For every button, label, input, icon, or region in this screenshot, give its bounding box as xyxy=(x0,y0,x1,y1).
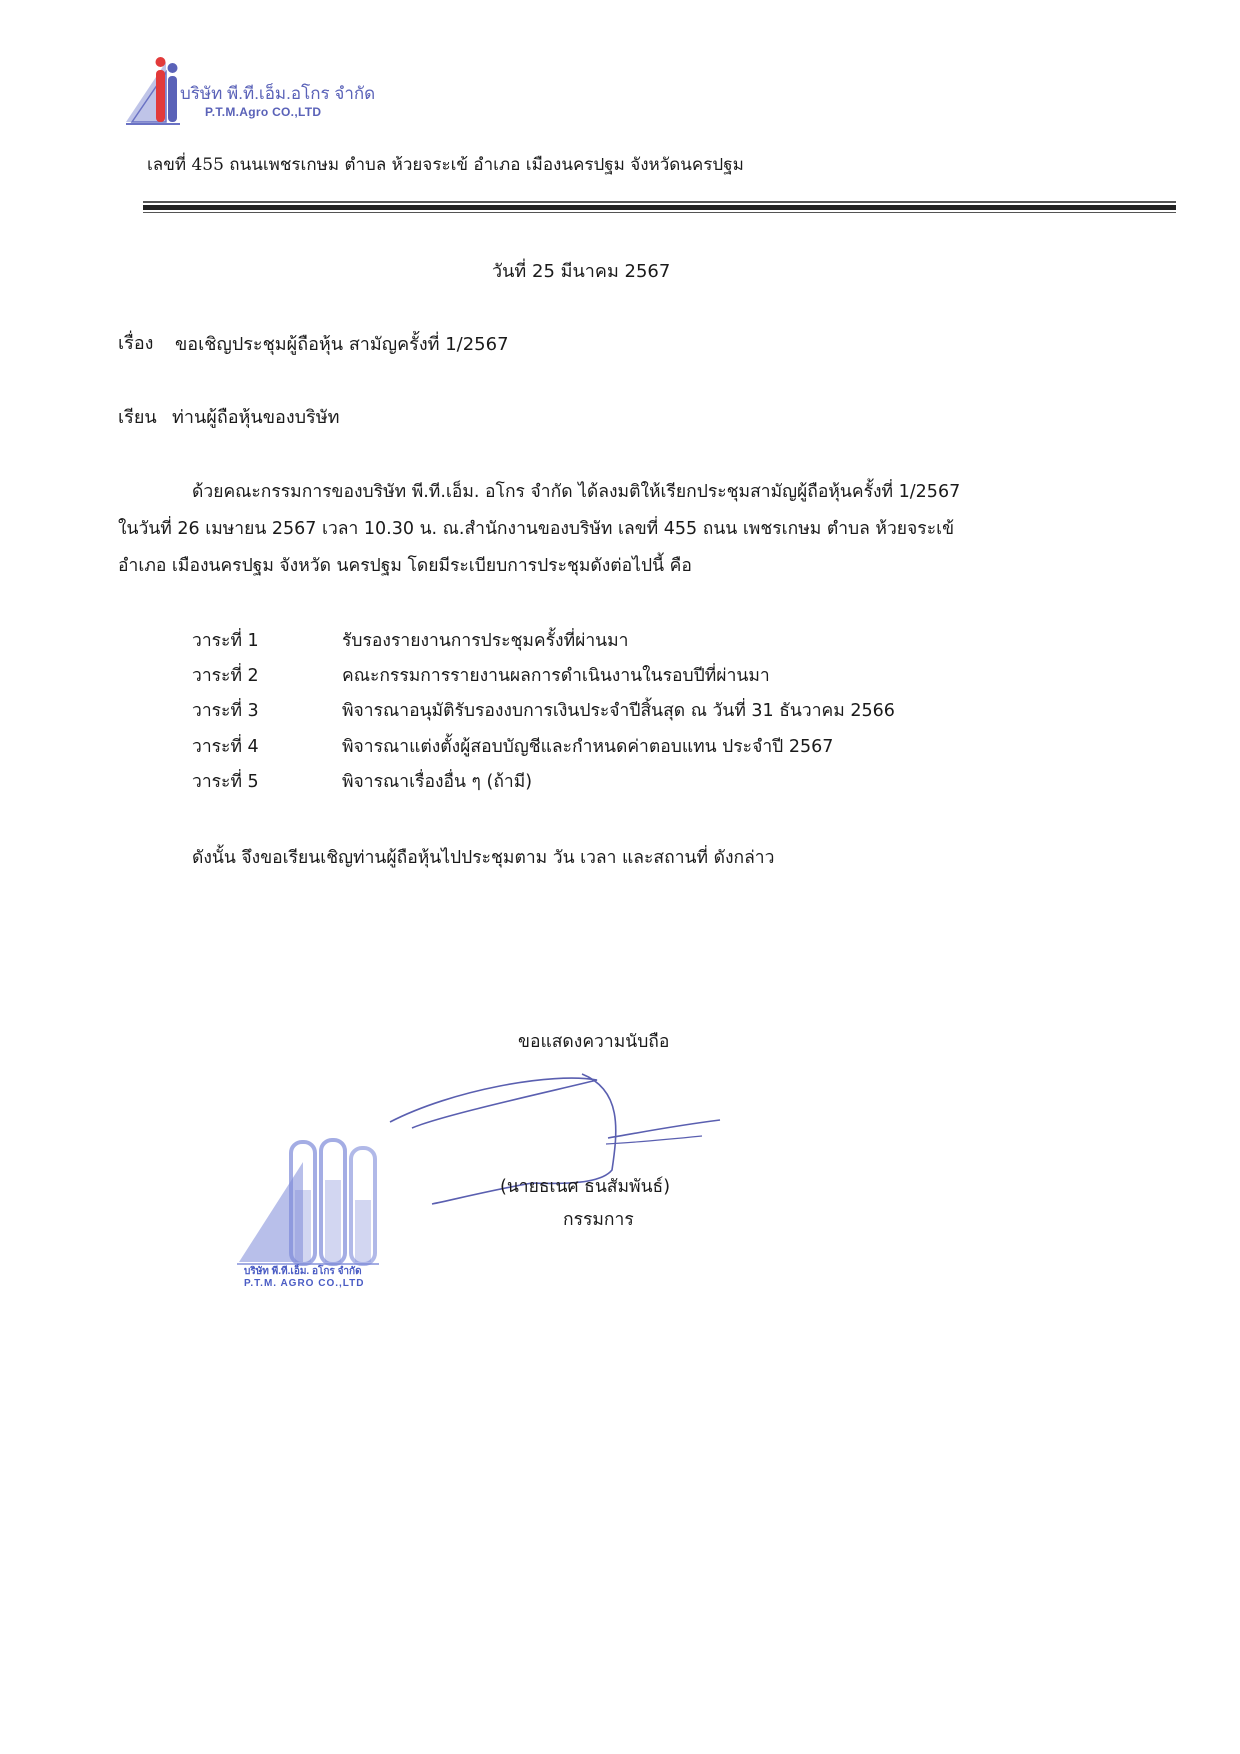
agenda-number: วาระที่ 3 xyxy=(192,701,259,721)
subject-label: เรื่อง xyxy=(118,333,154,354)
signer-name: (นายธเนศ ธนสัมพันธ์) xyxy=(500,1177,671,1197)
complimentary-close: ขอแสดงความนับถือ xyxy=(518,1032,670,1052)
body-paragraph-line: ด้วยคณะกรรมการของบริษัท พี.ที.เอ็ม. อโกร จำกัด ได้ลงมติให้เรียกประชุมสามัญผู้ถือหุ้นครั้งที่ 1/2567 xyxy=(192,482,961,502)
header-divider-bottom xyxy=(143,212,1176,213)
agenda-item: รับรองรายงานการประชุมครั้งที่ผ่านมา xyxy=(342,631,629,651)
company-address: เลขที่ 455 ถนนเพชรเกษม ตำบล ห้วยจระเข้ อำเภอ เมืองนครปฐม จังหวัดนครปฐม xyxy=(147,155,744,175)
recipient-text: ท่านผู้ถือหุ้นของบริษัท xyxy=(172,407,340,428)
letter-date: วันที่ 25 มีนาคม 2567 xyxy=(492,261,671,282)
recipient-label: เรียน xyxy=(118,407,157,428)
agenda-item: คณะกรรมการรายงานผลการดำเนินงานในรอบปีที่ผ่านมา xyxy=(342,666,770,686)
agenda-item: พิจารณาอนุมัติรับรองงบการเงินประจำปีสิ้นสุด ณ วันที่ 31 ธันวาคม 2566 xyxy=(342,701,895,721)
header-divider xyxy=(143,205,1176,210)
company-name-english: P.T.M.Agro CO.,LTD xyxy=(205,105,322,119)
stamp-text-english: P.T.M. AGRO CO.,LTD xyxy=(244,1278,365,1289)
agenda-number: วาระที่ 1 xyxy=(192,631,259,651)
agenda-number: วาระที่ 4 xyxy=(192,737,259,757)
company-name-thai: บริษัท พี.ที.เอ็ม.อโกร จำกัด xyxy=(180,84,376,103)
body-paragraph-line: ในวันที่ 26 เมษายน 2567 เวลา 10.30 น. ณ.สำนักงานของบริษัท เลขที่ 455 ถนน เพชรเกษม ตำบล ห้วยจระเข้ xyxy=(118,519,955,539)
subject-text: ขอเชิญประชุมผู้ถือหุ้น สามัญครั้งที่ 1/2567 xyxy=(175,334,509,355)
agenda-number: วาระที่ 2 xyxy=(192,666,259,686)
agenda-item: พิจารณาแต่งตั้งผู้สอบบัญชีและกำหนดค่าตอบแทน ประจำปี 2567 xyxy=(342,737,834,757)
body-paragraph-line: อำเภอ เมืองนครปฐม จังหวัด นครปฐม โดยมีระเบียบการประชุมดังต่อไปนี้ คือ xyxy=(118,556,692,576)
signer-position: กรรมการ xyxy=(563,1210,634,1230)
closing-paragraph: ดังนั้น จึงขอเรียนเชิญท่านผู้ถือหุ้นไปประชุมตาม วัน เวลา และสถานที่ ดังกล่าว xyxy=(192,848,775,868)
agenda-number: วาระที่ 5 xyxy=(192,772,259,792)
agenda-item: พิจารณาเรื่องอื่น ๆ (ถ้ามี) xyxy=(342,772,533,792)
header-divider-top xyxy=(143,201,1176,203)
stamp-text-thai: บริษัท พี.ที.เอ็ม. อโกร จำกัด xyxy=(244,1266,362,1277)
